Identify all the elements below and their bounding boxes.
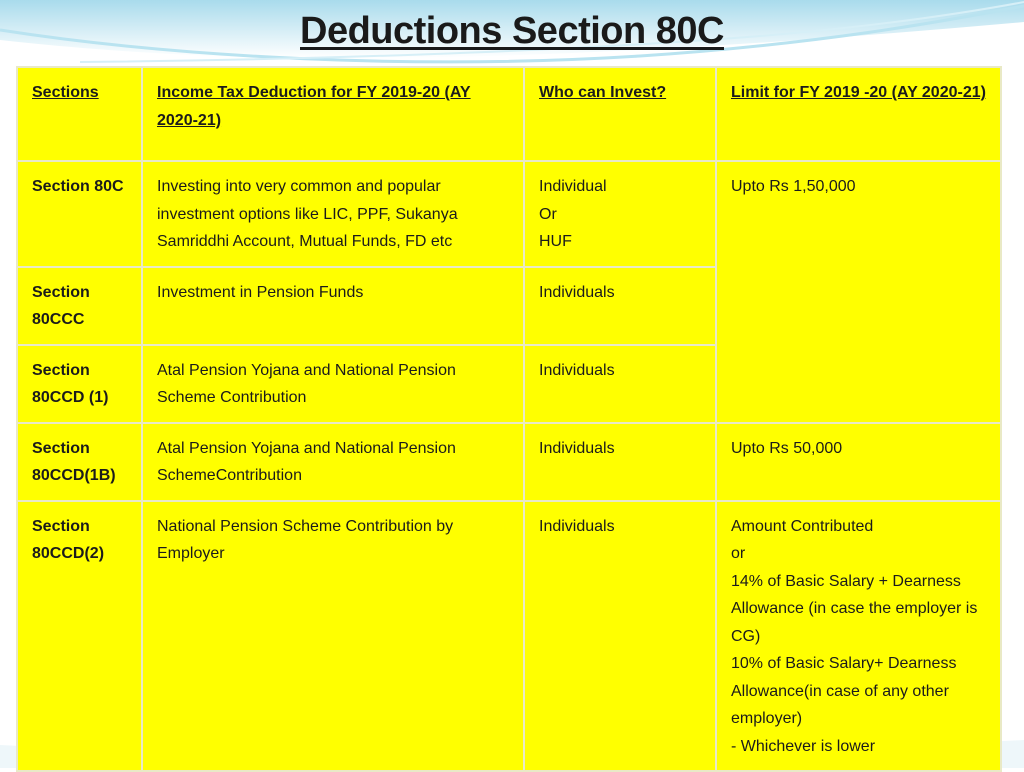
cell-deduction: National Pension Scheme Contribution by Employer [142,501,524,772]
page-title [0,10,1024,53]
cell-limit: Upto Rs 50,000 [716,423,1001,501]
cell-who-can-invest: Individuals [524,267,716,345]
header-deduction: Income Tax Deduction for FY 2019-20 (AY 2020-21) [142,67,524,161]
cell-who-can-invest: Individuals [524,423,716,501]
cell-limit: Amount Contributed or 14% of Basic Salary + Dearness Allowance (in case the employer is CG) 10% of Basic Salary+ Dearness Allowance(in case of any other employer) - Whichever is lower [716,501,1001,772]
header-sections: Sections [17,67,142,161]
cell-who-can-invest: Individual Or HUF [524,161,716,267]
cell-deduction: Investing into very common and popular investment options like LIC, PPF, Sukanya Samriddhi Account, Mutual Funds, FD etc [142,161,524,267]
cell-section: Section 80C [17,161,142,267]
cell-who-can-invest: Individuals [524,345,716,423]
cell-section: Section 80CCD(2) [17,501,142,772]
table-row [17,423,1001,501]
page-title-text: Deductions Section 80C [300,10,724,52]
cell-deduction: Investment in Pension Funds [142,267,524,345]
cell-deduction: Atal Pension Yojana and National Pension SchemeContribution [142,423,524,501]
table-row [17,501,1001,772]
header-limit: Limit for FY 2019 -20 (AY 2020-21) [716,67,1001,161]
header-who-can-invest: Who can Invest? [524,67,716,161]
table-header-row [17,67,1001,161]
cell-deduction: Atal Pension Yojana and National Pension Scheme Contribution [142,345,524,423]
table-row [17,161,1001,267]
cell-limit: Upto Rs 1,50,000 [716,161,1001,423]
deductions-table [16,66,1002,772]
cell-who-can-invest: Individuals [524,501,716,772]
cell-section: Section 80CCD(1B) [17,423,142,501]
cell-section: Section 80CCC [17,267,142,345]
cell-section: Section 80CCD (1) [17,345,142,423]
